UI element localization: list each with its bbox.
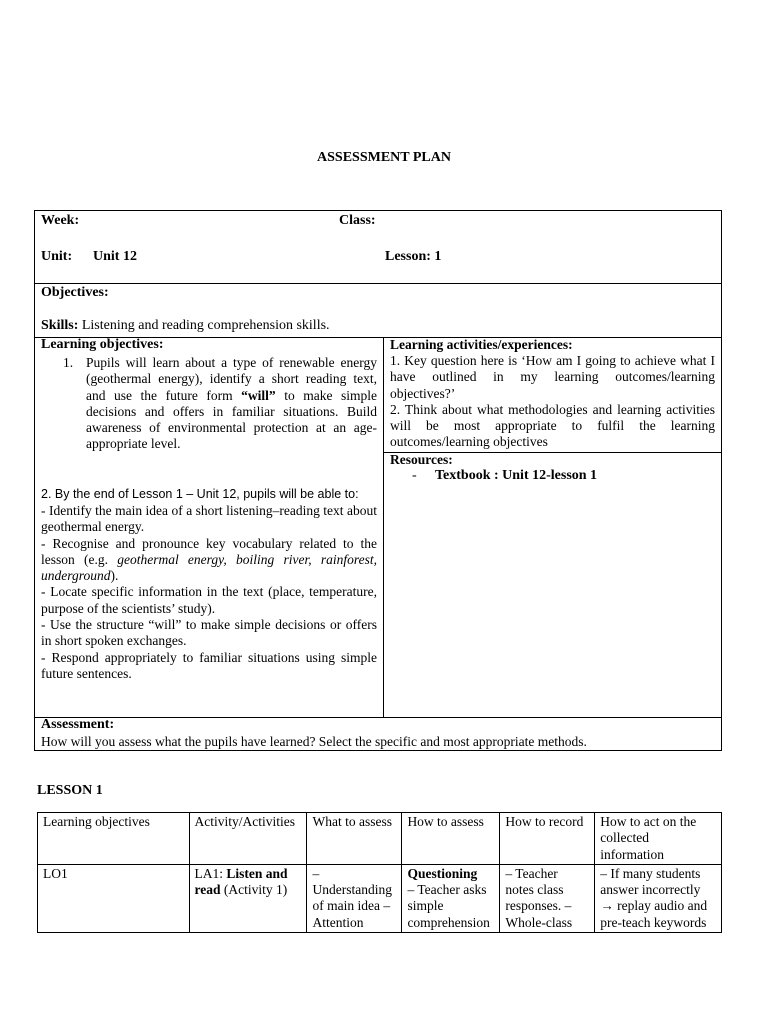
skills-line bbox=[41, 318, 330, 334]
skills-value: Listening and reading comprehension skills. bbox=[81, 318, 330, 333]
header-cell: Learning objectives bbox=[38, 813, 190, 865]
record-cell: – Teacher notes class responses. – Whole-class bbox=[500, 864, 595, 932]
activity-name: Listen and read bbox=[194, 865, 288, 898]
resources-label: Resources: bbox=[390, 452, 453, 467]
objective-bullets bbox=[41, 503, 377, 682]
table-row bbox=[38, 864, 722, 932]
what-cell: – Understanding of main idea – Attention bbox=[307, 864, 402, 932]
objective-bullet: - Use the structure “will” to make simple decisions or offers in short spoken exchanges. bbox=[41, 617, 377, 649]
class-label: Class: bbox=[339, 213, 376, 228]
act-cell: – If many students answer incorrectly → replay audio and pre-teach keywords bbox=[595, 864, 722, 932]
week-label: Week: bbox=[41, 213, 80, 228]
how-method: Questioning bbox=[407, 865, 478, 881]
unit-value: Unit 12 bbox=[93, 249, 137, 264]
activity-point-2: 2. Think about what methodologies and learning activities will be most appropriate to fulfil the learning outcomes/learning objectives bbox=[390, 401, 715, 450]
header-cell: How to act on the collected information bbox=[595, 813, 722, 865]
table-header-row bbox=[38, 813, 722, 865]
assessment-label: Assessment: bbox=[41, 717, 115, 732]
objective-text-a: Pupils will learn about a type of renewable energy (geothermal energy), identify a short reading text, and use the future form bbox=[86, 355, 377, 403]
page-title: ASSESSMENT PLAN bbox=[317, 150, 451, 165]
how-cell bbox=[402, 864, 500, 932]
lesson-table bbox=[37, 812, 722, 933]
bullet-text: ). bbox=[110, 568, 119, 584]
assessment-plan-table bbox=[34, 210, 722, 751]
activities-column bbox=[384, 337, 721, 717]
header-cell: Activity/Activities bbox=[189, 813, 307, 865]
objective-text-b: to make simple decisions and offers in familiar situations. Build awareness of environmental protection at an age-appropriate level. bbox=[86, 387, 377, 452]
objective-item-2-intro: 2. By the end of Lesson 1 – Unit 12, pupils will be able to: bbox=[41, 487, 359, 501]
objective-bullet: - Respond appropriately to familiar situations using simple future sentences. bbox=[41, 649, 377, 681]
bullet-text: - Recognise and pronounce key vocabulary related to the lesson (e.g. bbox=[41, 535, 377, 567]
learning-activities-text bbox=[390, 353, 715, 451]
learning-activities-cell bbox=[384, 337, 721, 453]
learning-activities-label: Learning activities/experiences: bbox=[390, 337, 573, 352]
lesson-heading: LESSON 1 bbox=[37, 783, 103, 798]
resource-item: Textbook : Unit 12-lesson 1 bbox=[435, 468, 598, 483]
objective-will: “will” bbox=[241, 387, 276, 403]
assessment-text: How will you assess what the pupils have learned? Select the specific and most appropriate methods. bbox=[41, 734, 587, 749]
header-row bbox=[35, 211, 721, 284]
objective-bullet: - Identify the main idea of a short listening–reading text about geothermal energy. bbox=[41, 503, 377, 535]
assessment-row bbox=[35, 717, 721, 751]
skills-label: Skills: bbox=[41, 318, 79, 333]
learning-objectives-cell bbox=[35, 337, 384, 717]
content-row bbox=[35, 337, 721, 718]
unit-label: Unit: bbox=[41, 249, 73, 264]
how-detail: – Teacher asks simple comprehension bbox=[407, 882, 490, 930]
lesson-label: Lesson: 1 bbox=[385, 249, 442, 264]
objective-bullet bbox=[41, 536, 377, 585]
resource-dash: - bbox=[412, 468, 417, 483]
header-cell: How to assess bbox=[402, 813, 500, 865]
activity-point-1: 1. Key question here is ‘How am I going to achieve what I have outlined in my learning outcomes/learning objectives?’ bbox=[390, 353, 715, 401]
objective-number: 1. bbox=[63, 355, 74, 370]
header-cell: How to record bbox=[500, 813, 595, 865]
activity-prefix: LA1: bbox=[194, 865, 227, 881]
header-cell: What to assess bbox=[307, 813, 402, 865]
objective-bullet: - Locate specific information in the text (place, temperature, purpose of the scientists’ study). bbox=[41, 584, 377, 616]
objective-item-1 bbox=[86, 355, 377, 453]
activity-suffix: (Activity 1) bbox=[220, 882, 288, 898]
vocabulary-examples: geothermal energy, boiling river, rainforest, underground bbox=[41, 551, 377, 584]
objectives-row bbox=[35, 283, 721, 338]
objectives-label: Objectives: bbox=[41, 285, 109, 300]
activity-cell bbox=[189, 864, 307, 932]
lo-cell: LO1 bbox=[38, 864, 190, 932]
learning-objectives-label: Learning objectives: bbox=[41, 337, 164, 352]
